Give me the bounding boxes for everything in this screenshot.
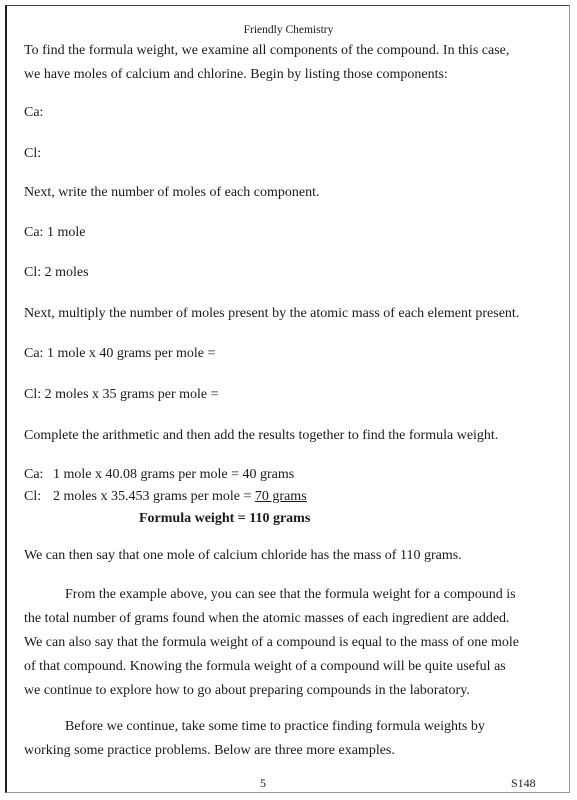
- component-cl: Cl:: [24, 146, 42, 161]
- page-number: 5: [260, 776, 266, 790]
- intro-line-1: To find the formula weight, we examine all components of the compound. In this case,: [24, 43, 510, 58]
- conclusion: We can then say that one mole of calcium chloride has the mass of 110 grams.: [24, 548, 462, 563]
- step3-instruction: Next, multiply the number of moles present by the atomic mass of each element present.: [24, 306, 520, 321]
- component-ca: Ca:: [24, 105, 44, 120]
- page-header: Friendly Chemistry: [243, 24, 334, 36]
- step4-cl-calc: 2 moles x 35.453 grams per mole =: [53, 489, 255, 504]
- step3-cl: Cl: 2 moles x 35 grams per mole =: [24, 387, 219, 402]
- step4-instruction: Complete the arithmetic and then add the results together to find the formula weight.: [24, 428, 499, 443]
- paragraph2-line-2: working some practice problems. Below are three more examples.: [24, 743, 395, 758]
- paragraph1-line-4: of that compound. Knowing the formula weight of a compound will be quite useful as: [24, 659, 506, 674]
- formula-weight-total: Formula weight = 110 grams: [139, 511, 311, 526]
- paragraph1-line-1: From the example above, you can see that the formula weight for a compound is: [65, 587, 516, 602]
- step4-cl-label: Cl:: [24, 489, 42, 504]
- paragraph2-line-1: Before we continue, take some time to practice finding formula weights by: [65, 719, 485, 734]
- step2-ca: Ca: 1 mole: [24, 225, 86, 240]
- step4-ca-label: Ca:: [24, 467, 44, 482]
- step3-ca: Ca: 1 mole x 40 grams per mole =: [24, 346, 216, 361]
- paragraph1-line-2: the total number of grams found when the atomic masses of each ingredient are added.: [24, 611, 510, 626]
- step4-cl-calc-row: [53, 488, 307, 505]
- paragraph1-line-3: We can also say that the formula weight of a compound is equal to the mass of one mole: [24, 635, 519, 650]
- step2-instruction: Next, write the number of moles of each component.: [24, 185, 320, 200]
- step4-ca-calc: 1 mole x 40.08 grams per mole = 40 grams: [53, 467, 295, 482]
- step4-cl-result: 70 grams: [254, 489, 307, 504]
- paragraph1-line-5: we continue to explore how to go about preparing compounds in the laboratory.: [24, 683, 470, 698]
- intro-line-2: we have moles of calcium and chlorine. Begin by listing those components:: [24, 67, 448, 82]
- page-code: S148: [511, 776, 536, 790]
- step2-cl: Cl: 2 moles: [24, 265, 89, 280]
